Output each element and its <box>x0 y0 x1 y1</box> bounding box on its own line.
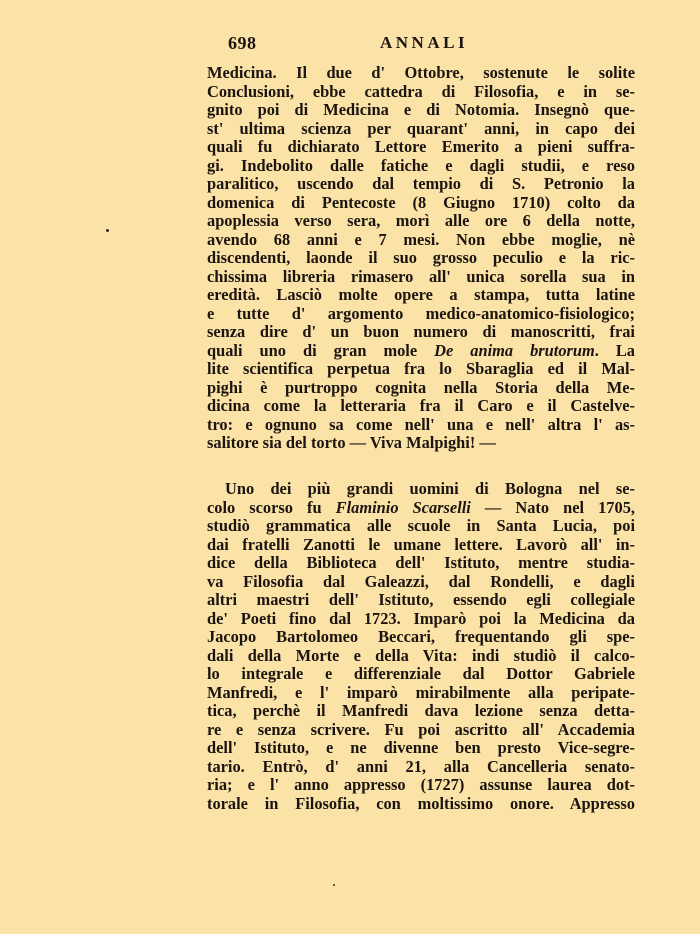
text-line: avendo 68 anni e 7 mesi. Non ebbe moglie, nè <box>207 229 635 249</box>
text-line: tario. Entrò, d' anni 21, alla Cancelleria senato- <box>207 756 635 776</box>
text-line: altri maestri dell' Istituto, essendo egli collegiale <box>207 590 635 609</box>
text-line: tro: e ognuno sa come nell' una e nell' altra l' as- <box>207 414 635 434</box>
running-head: ANNALI <box>380 33 469 52</box>
text-line-with-title <box>207 342 635 361</box>
page-header <box>228 33 498 57</box>
text-line: dice della Biblioteca dell' Istituto, mentre studia- <box>207 553 635 572</box>
text-line: dai fratelli Zanotti le umane lettere. Lavorò all' in- <box>207 534 635 554</box>
italic-name: Flaminio Scarselli <box>335 497 471 517</box>
text-line: e tutte d' argomento medico-anatomico-fisiologico; <box>207 303 635 323</box>
paragraph-malpighi <box>207 64 635 453</box>
text-line: Conclusioni, ebbe cattedra di Filosofia, e in se- <box>207 81 635 101</box>
text-line: gnito poi di Medicina e di Notomia. Insegnò que- <box>207 100 635 119</box>
text-line: Uno dei più grandi uomini di Bologna nel se- <box>225 479 635 498</box>
text-line: dicina come la letteraria fra il Caro e il Castelve- <box>207 396 635 415</box>
italic-title: De anima brutorum <box>434 340 595 360</box>
text-line: dell' Istituto, e ne divenne ben presto Vice-segre- <box>207 738 635 757</box>
text-line: Jacopo Bartolomeo Beccari, frequentando gli spe- <box>207 627 635 646</box>
text-segment: quali uno di gran mole <box>207 340 435 360</box>
text-segment: — Nato nel 1705, <box>470 497 635 517</box>
text-line: senza dire d' un buon numero di manoscritti, frai <box>207 322 635 341</box>
text-line: chissima libreria rimasero all' unica sorella sua in <box>207 266 635 286</box>
text-line: dali della Morte e della Vita: indi studiò il calco- <box>207 645 635 665</box>
page-number: 698 <box>228 33 257 53</box>
text-line: paralitico, uscendo dal tempio di S. Petronio la <box>207 174 635 193</box>
text-line: de' Poeti fino dal 1723. Imparò poi la Medicina da <box>207 608 635 628</box>
text-line: re e senza scrivere. Fu poi ascritto all' Accademia <box>207 719 635 739</box>
text-line-with-name <box>207 499 635 518</box>
text-line: salitore sia del torto — Viva Malpighi! — <box>207 433 496 452</box>
text-segment: . La <box>594 340 635 360</box>
text-line: torale in Filosofia, con moltissimo onore. Appresso <box>207 793 635 813</box>
paragraph-scarselli <box>207 480 635 813</box>
text-line: lite scientifica perpetua fra lo Sbaraglia ed il Mal- <box>207 359 635 378</box>
text-line: eredità. Lasciò molte opere a stampa, tutta latine <box>207 285 635 304</box>
text-line: discendenti, laonde il suo grosso peculio e la ric- <box>207 248 635 267</box>
text-line: Manfredi, e l' imparò mirabilmente alla peripate- <box>207 682 635 702</box>
paper-speck <box>333 884 335 886</box>
text-line: ria; e l' anno appresso (1727) assunse laurea dot- <box>207 775 635 794</box>
text-line: st' ultima scienza per quarant' anni, in capo dei <box>207 118 635 138</box>
text-line: va Filosofia dal Galeazzi, dal Rondelli, e dagli <box>207 571 635 591</box>
text-line: tica, perchè il Manfredi dava lezione senza detta- <box>207 701 635 720</box>
text-segment: colo scorso fu <box>207 497 336 517</box>
text-line: pighi è purtroppo cognita nella Storia della Me- <box>207 377 635 397</box>
text-line: quali fu dichiarato Lettore Emerito a pieni suffra- <box>207 137 635 156</box>
paper-speck <box>106 229 109 232</box>
text-line: lo integrale e differenziale dal Dottor Gabriele <box>207 664 635 683</box>
text-line: domenica di Pentecoste (8 Giugno 1710) colto da <box>207 192 635 212</box>
text-line: gi. Indebolito dalle fatiche e dagli studii, e reso <box>207 155 635 175</box>
text-line: Medicina. Il due d' Ottobre, sostenute le solite <box>207 63 635 82</box>
text-line: studiò grammatica alle scuole in Santa Lucia, poi <box>207 516 635 535</box>
text-line: apoplessia verso sera, morì alle ore 6 della notte, <box>207 211 635 230</box>
